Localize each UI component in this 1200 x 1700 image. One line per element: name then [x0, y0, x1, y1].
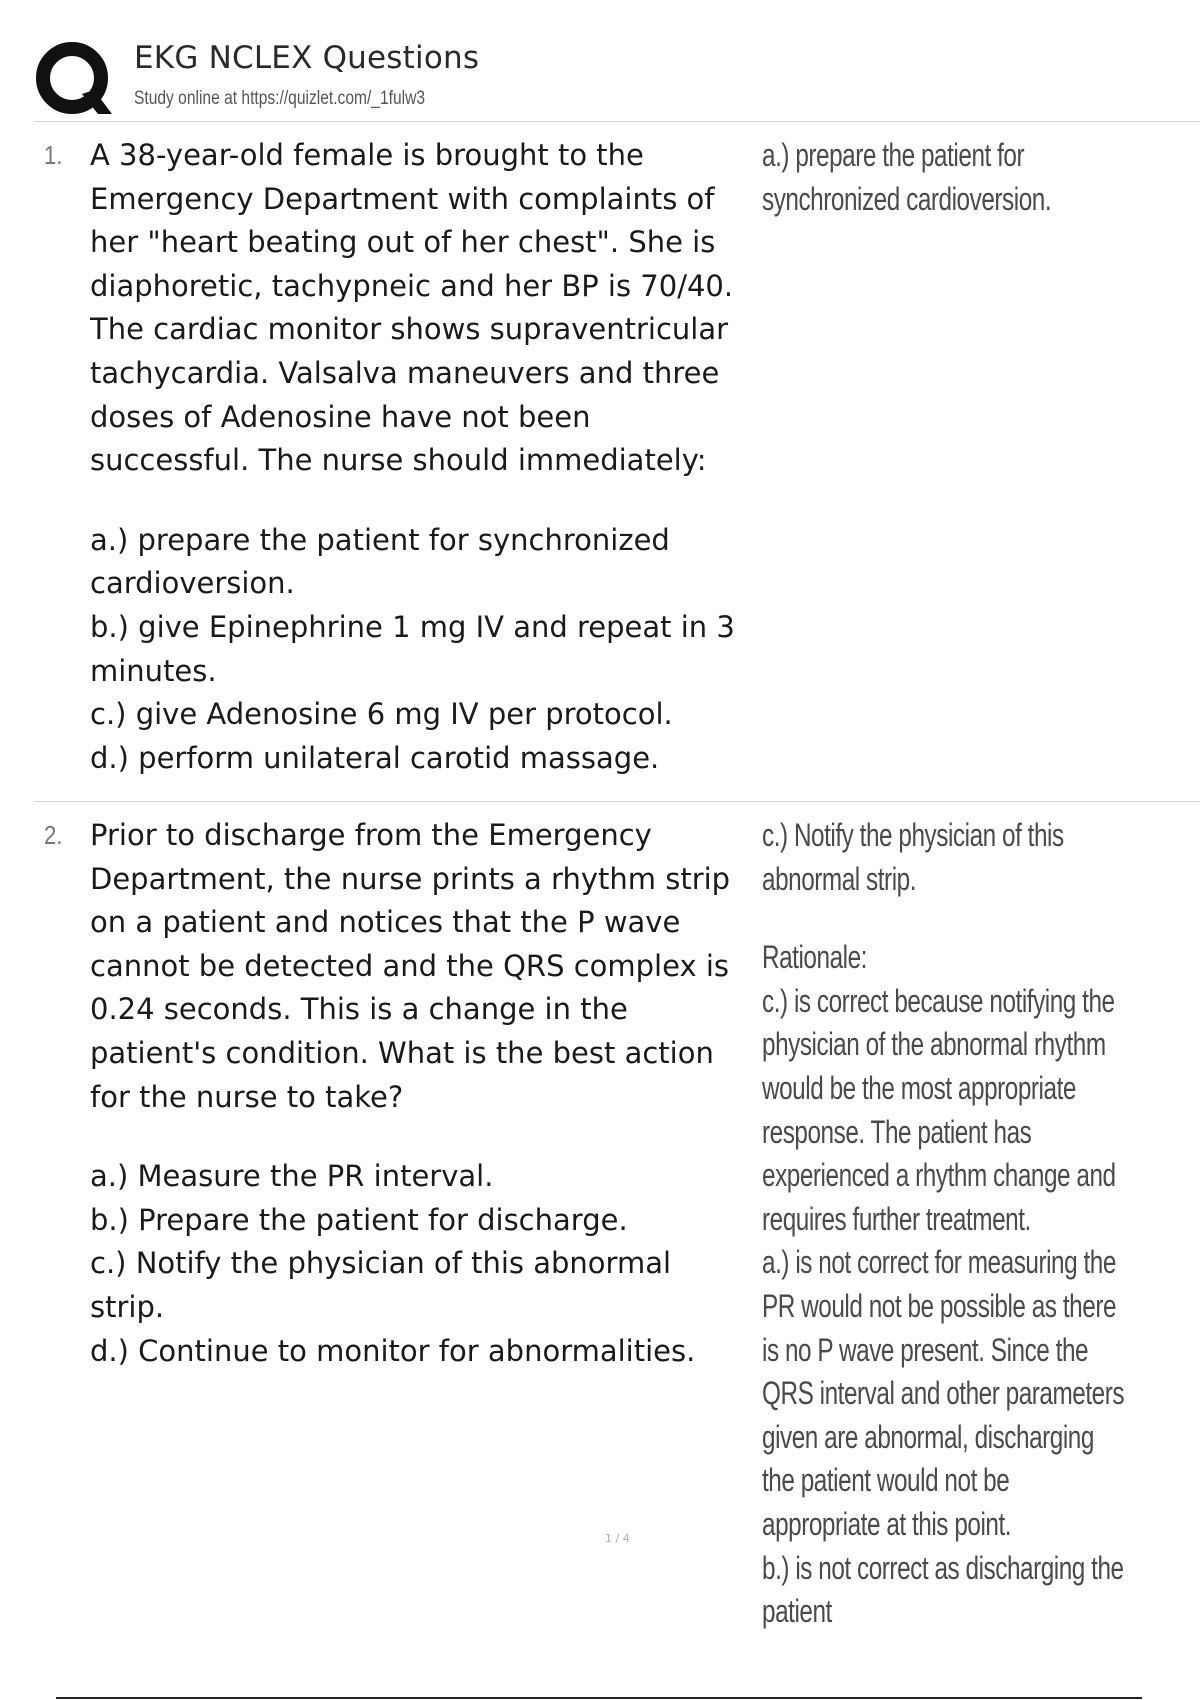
- option-c: c.) give Adenosine 6 mg IV per protocol.: [90, 697, 673, 732]
- option-b: b.) Prepare the patient for discharge.: [90, 1202, 628, 1237]
- footer-rule: [56, 1697, 1142, 1699]
- page-header: [34, 36, 1200, 118]
- question-body: [90, 814, 754, 1373]
- answer-text: [762, 134, 1131, 221]
- question-stem: Prior to discharge from the Emergency Department, the nurse prints a rhythm strip on a patient and notices that the P wave cannot be detected and the QRS complex is 0.24 seconds. This is a change in the patient's condition. What is the best action for the nurse to take?: [90, 818, 731, 1114]
- correct-answer: c.) Notify the physician of this abnormal strip.: [762, 817, 1064, 897]
- page-number: 1 / 4: [605, 1532, 630, 1545]
- option-a: a.) Measure the PR interval.: [90, 1159, 494, 1194]
- header-divider: [34, 121, 1200, 122]
- option-a: a.) prepare the patient for synchronized cardioversion.: [90, 522, 670, 601]
- question-divider: [34, 801, 1200, 802]
- rationale-label: Rationale:: [762, 939, 867, 976]
- answer-text: [762, 814, 1131, 1634]
- question-number: 1.: [44, 140, 63, 170]
- option-c: c.) Notify the physician of this abnormal strip.: [90, 1246, 672, 1324]
- rationale-paragraph: b.) is not correct as discharging the patient: [762, 1549, 1124, 1630]
- option-b: b.) give Epinephrine 1 mg IV and repeat in 3 minutes.: [90, 609, 735, 688]
- option-d: d.) perform unilateral carotid massage.: [90, 740, 660, 775]
- study-link[interactable]: Study online at https://quizlet.com/_1fulw3: [134, 88, 425, 109]
- question-stem: A 38-year-old female is brought to the Emergency Department with complaints of her "heart beating out of her chest". She is diaphoretic, tachypneic and her BP is 70/40. The cardiac monitor shows supraventricular tachycardia. Valsalva maneuvers and three doses of Adenosine have not been successful. The nurse should immediately:: [90, 138, 734, 478]
- page-title: EKG NCLEX Questions: [134, 40, 480, 76]
- question-number: 2.: [44, 820, 63, 850]
- quizlet-q-logo-icon: [34, 40, 114, 120]
- rationale-paragraph: c.) is correct because notifying the physician of the abnormal rhythm would be the most appropriate response. The patient has experienced a rhythm change and requires further treatment.: [762, 982, 1116, 1237]
- option-d: d.) Continue to monitor for abnormalities.: [90, 1333, 696, 1368]
- question-body: [90, 134, 754, 780]
- correct-answer: a.) prepare the patient for synchronized cardioversion.: [762, 137, 1052, 217]
- rationale-paragraph: a.) is not correct for measuring the PR would not be possible as there is no P wave present. Since the QRS interval and other parameters given are abnormal, discharging the patient would not be appropriate at this point.: [762, 1244, 1125, 1542]
